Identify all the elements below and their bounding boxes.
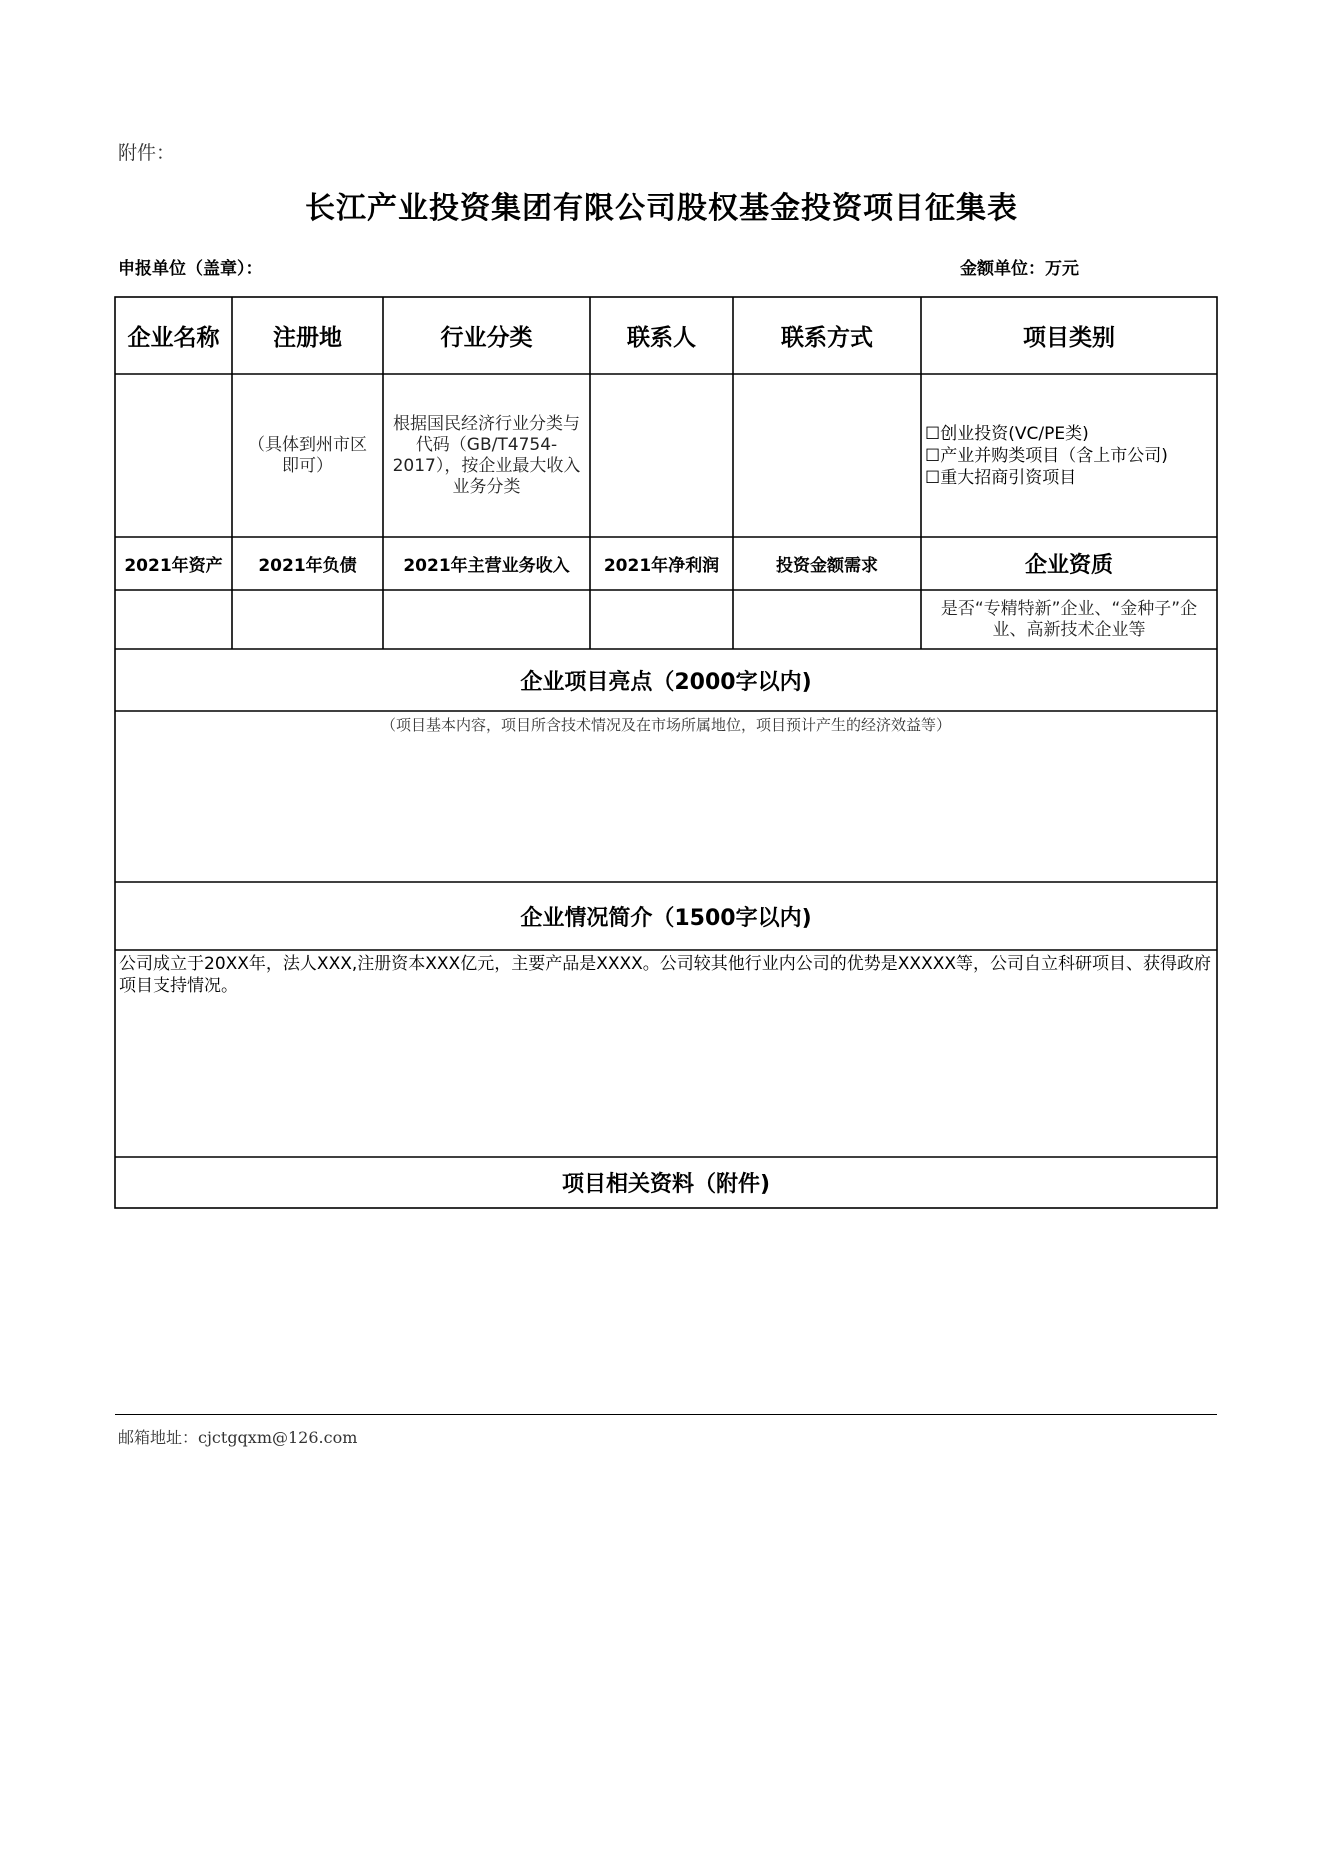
header-contact-method: 联系方式	[781, 325, 873, 351]
net-profit-input[interactable]	[590, 590, 733, 649]
header-2021-net-profit: 2021年净利润	[603, 556, 720, 576]
registration-input[interactable]: （具体到州市区即可）	[248, 434, 367, 476]
header-industry: 行业分类	[440, 325, 533, 351]
industry-input[interactable]: 根据国民经济行业分类与代码（GB/T4754-2017），按企业最大收入业务分类	[392, 413, 581, 497]
header-2021-liabilities: 2021年负债	[258, 556, 357, 576]
header-registration: 注册地	[273, 325, 342, 351]
attachment-label: 附件：	[118, 142, 176, 164]
highlights-section-title: 企业项目亮点（2000字以内)	[520, 669, 812, 695]
company-name-input[interactable]	[115, 374, 232, 537]
header-company-name: 企业名称	[127, 325, 220, 351]
header-qualification: 企业资质	[1024, 553, 1113, 578]
checkbox-major-investment[interactable]: ☐重大招商引资项目	[925, 467, 1077, 488]
project-category-options	[921, 374, 1217, 537]
checkbox-vc-pe[interactable]: ☐创业投资(VC/PE类)	[925, 423, 1089, 444]
header-project-category: 项目类别	[1023, 325, 1115, 351]
contact-email: 邮箱地址：cjctgqxm@126.com	[118, 1428, 358, 1447]
contact-person-input[interactable]	[590, 374, 733, 537]
header-investment-demand: 投资金额需求	[776, 556, 878, 576]
qualification-input[interactable]: 是否“专精特新”企业、“金种子”企业、高新技术企业等	[940, 598, 1198, 640]
profile-section-title: 企业情况简介（1500字以内)	[520, 905, 812, 931]
contact-method-input[interactable]	[733, 374, 921, 537]
header-2021-revenue: 2021年主营业务收入	[403, 556, 570, 576]
header-contact-person: 联系人	[627, 325, 696, 351]
highlights-hint: （项目基本内容，项目所含技术情况及在市场所属地位，项目预计产生的经济效益等）	[380, 716, 951, 734]
revenue-input[interactable]	[383, 590, 590, 649]
materials-section-title: 项目相关资料（附件)	[561, 1172, 771, 1197]
amount-unit-label: 金额单位：万元	[960, 259, 1079, 279]
liabilities-input[interactable]	[232, 590, 383, 649]
footer-divider	[115, 1414, 1217, 1415]
applicant-label: 申报单位（盖章）：	[118, 259, 263, 279]
investment-demand-input[interactable]	[733, 590, 921, 649]
page-title: 长江产业投资集团有限公司股权基金投资项目征集表	[305, 191, 1018, 226]
highlights-input[interactable]	[115, 711, 1217, 882]
checkbox-merger-acquisition[interactable]: ☐产业并购类项目（含上市公司)	[925, 445, 1168, 466]
profile-input[interactable]: 公司成立于20XX年，法人XXX,注册资本XXX亿元，主要产品是XXXX。公司较其他行业内公司的优势是XXXXX等，公司自立科研项目、获得政府项目支持情况。	[119, 954, 1212, 996]
header-2021-assets: 2021年资产	[124, 556, 223, 576]
assets-input[interactable]	[115, 590, 232, 649]
